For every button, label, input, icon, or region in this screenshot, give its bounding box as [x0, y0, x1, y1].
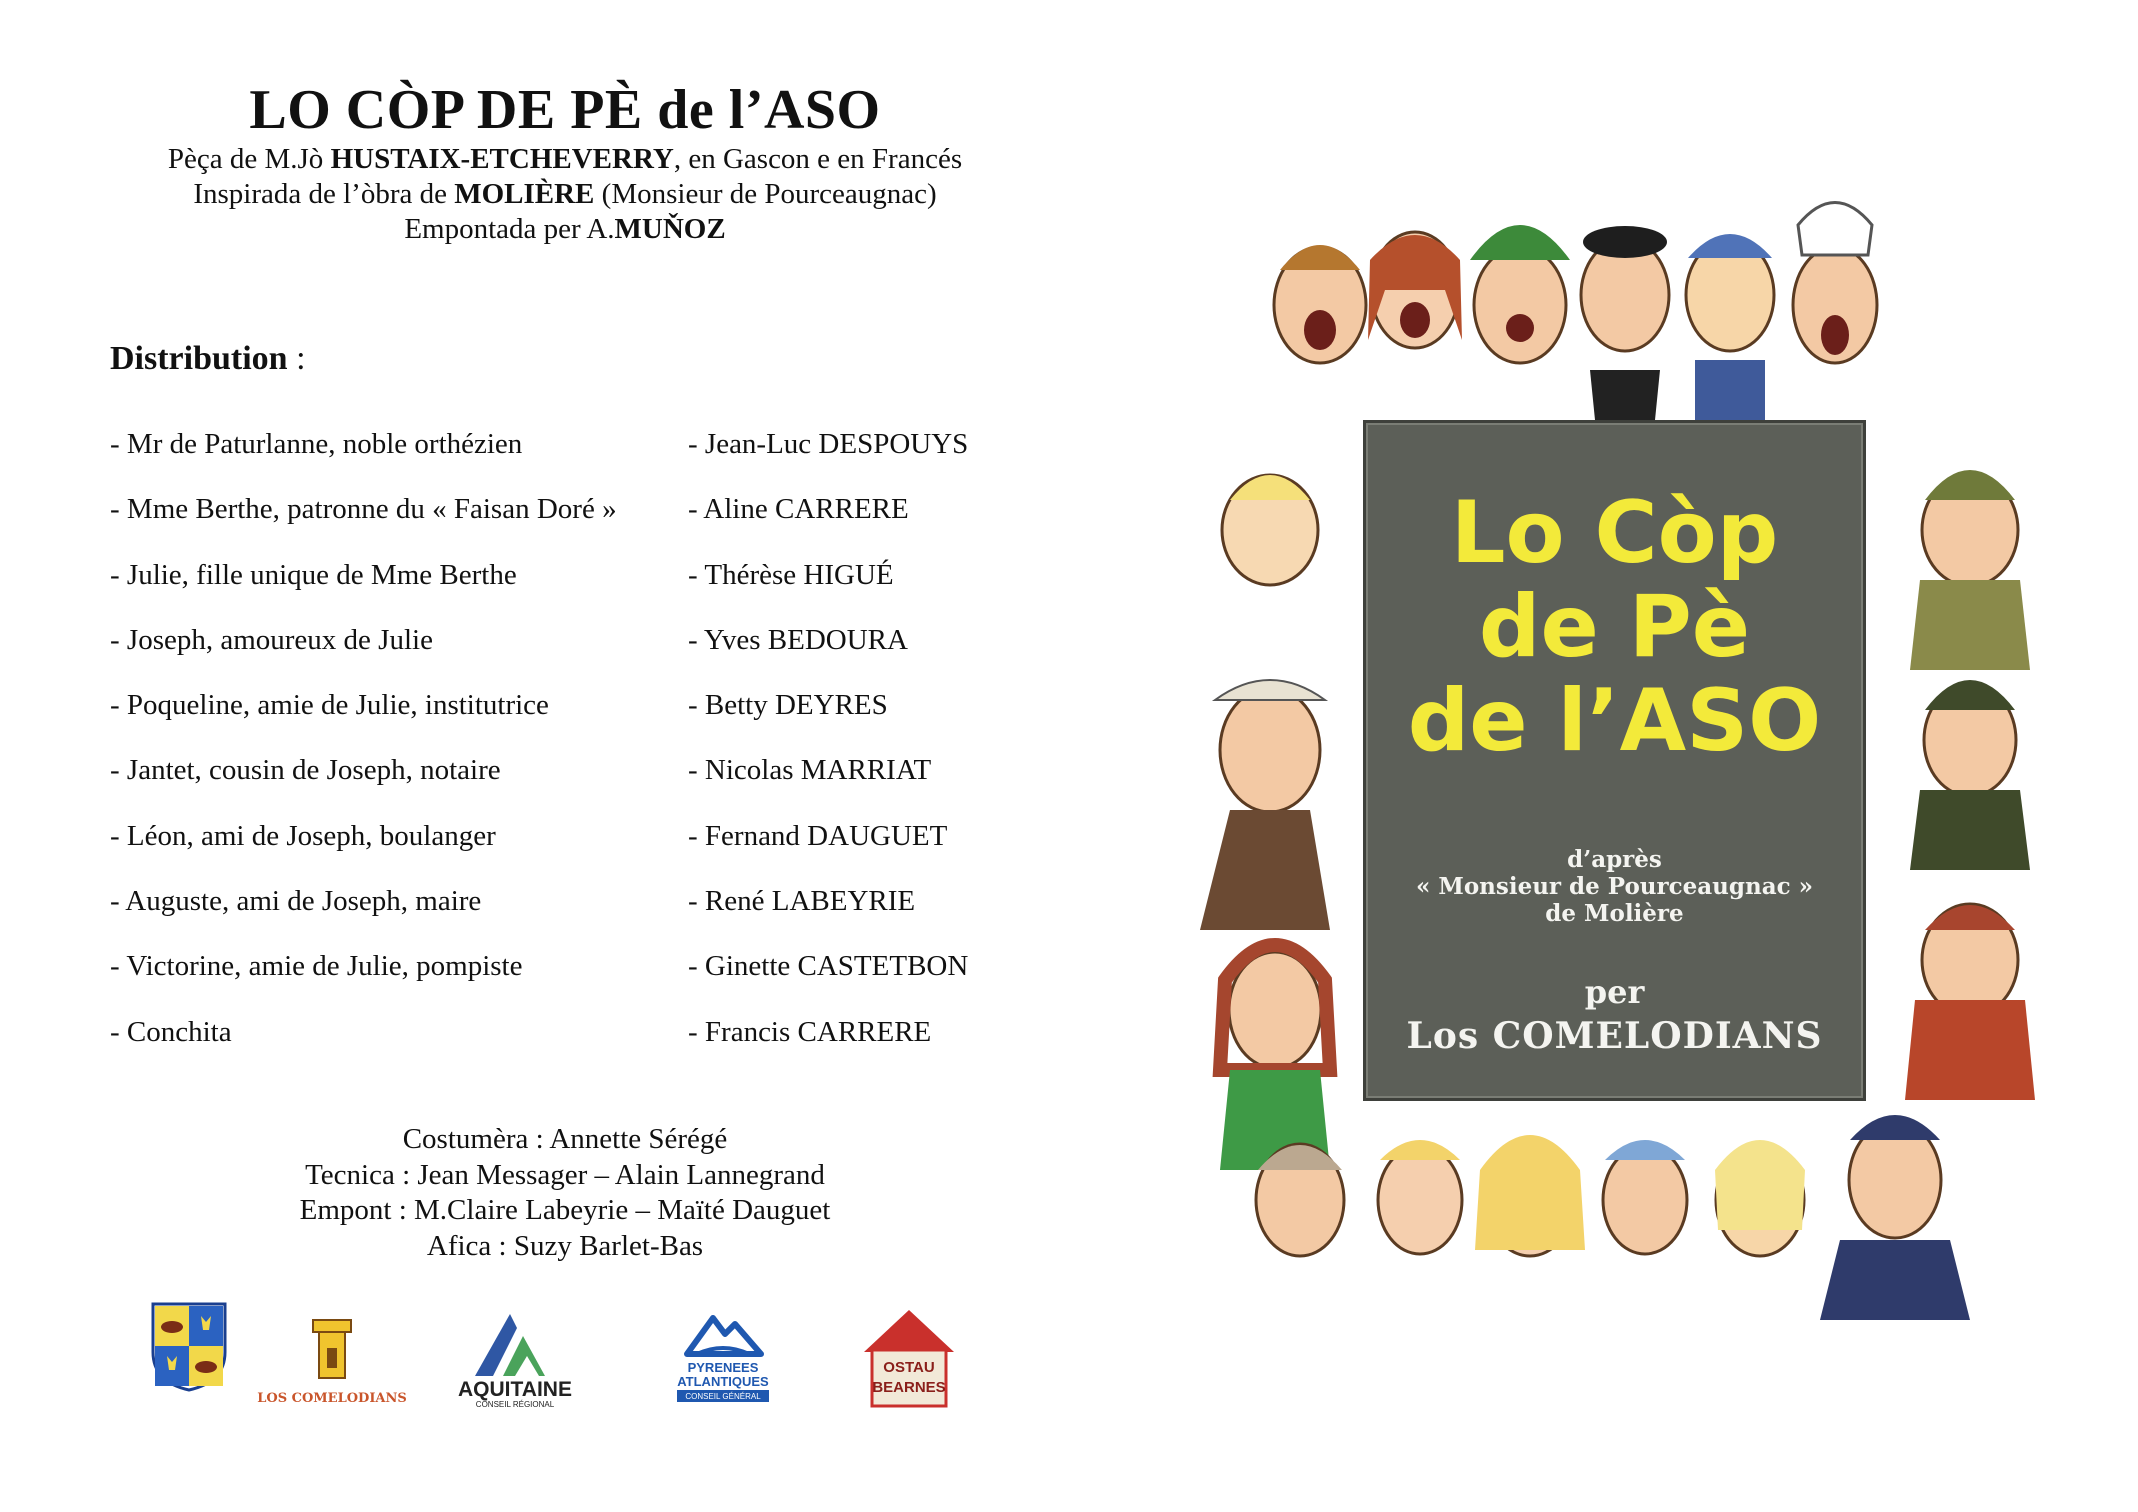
inspiration-prefix: Inspirada de l’òbra de	[193, 178, 455, 210]
los-comelodians-logo	[257, 1300, 407, 1410]
distribution-label: Distribution	[110, 340, 288, 377]
cast-row	[110, 624, 1110, 689]
crew-credits	[0, 1122, 1130, 1264]
pyrenees-logo-text-1: PYRENEES	[687, 1360, 759, 1375]
actor-name: - Thérèse HIGUÉ	[688, 558, 894, 591]
technical-credit: Tecnica : Jean Messager – Alain Lannegrand	[305, 1158, 825, 1191]
director-line	[0, 212, 1130, 247]
inspiration-line	[0, 177, 1130, 212]
costume-credit: Costumèra : Annette Sérégé	[402, 1123, 728, 1155]
bottom-row-faces-icon	[1256, 1115, 1970, 1320]
poster-troupe-name: Los COMELODIANS	[1406, 1015, 1823, 1057]
role-name: - Joseph, amoureux de Julie	[110, 623, 433, 656]
author-suffix: , en Gascon e en Francés	[673, 143, 963, 175]
role-name: - Jantet, cousin de Joseph, notaire	[110, 754, 501, 787]
poster-per: per	[1584, 973, 1645, 1011]
role-name: - Victorine, amie de Julie, pompiste	[110, 950, 523, 983]
actor-name: - Jean-Luc DESPOUYS	[688, 428, 969, 460]
distribution-heading	[110, 340, 306, 378]
pyrenees-logo-text-3: CONSEIL GÉNÉRAL	[685, 1392, 761, 1401]
distribution-colon: :	[287, 340, 306, 377]
pyrenees-atlantiques-logo	[673, 1308, 773, 1408]
cast-row	[110, 885, 1110, 950]
cast-row	[110, 493, 1110, 558]
author-prefix: Pèça de M.Jò	[167, 143, 331, 175]
role-name: - Auguste, ami de Joseph, maire	[110, 885, 482, 918]
aquitaine-logo-text: AQUITAINE	[458, 1378, 572, 1401]
poster-subtitle-line-2: « Monsieur de Pourceaugnac »	[1415, 873, 1813, 900]
actor-name: - Fernand DAUGUET	[688, 819, 948, 852]
actor-name: - Francis CARRERE	[688, 1015, 932, 1048]
pyrenees-logo-text-2: ATLANTIQUES	[677, 1374, 769, 1389]
play-credits	[0, 142, 1130, 247]
actor-name: - Aline CARRERE	[688, 493, 909, 526]
author-name: HUSTAIX-ETCHEVERRY	[330, 143, 674, 175]
director-name: MUŇOZ	[614, 213, 726, 245]
ostau-bearnes-logo	[860, 1304, 958, 1410]
role-name: - Mr de Paturlanne, noble orthézien	[110, 428, 523, 460]
actor-name: - René LABEYRIE	[688, 885, 916, 918]
aquitaine-logo	[455, 1306, 575, 1410]
role-name: - Léon, ami de Joseph, boulanger	[110, 819, 496, 852]
poster-board	[1363, 420, 1866, 1101]
actor-name: - Yves BEDOURA	[688, 623, 908, 656]
poster-credit: Afica : Suzy Barlet-Bas	[426, 1229, 704, 1262]
aquitaine-logo-subtext: CONSEIL RÉGIONAL	[475, 1400, 555, 1409]
cast-row	[110, 559, 1110, 624]
cast-list	[110, 428, 1110, 1081]
author-line	[0, 142, 1130, 177]
coat-of-arms-logo	[151, 1302, 227, 1392]
poster-title-line-3: de l’ASO	[1407, 671, 1822, 771]
cast-row	[110, 820, 1110, 885]
actor-name: - Ginette CASTETBON	[688, 950, 969, 983]
cast-row	[110, 754, 1110, 819]
inspiration-author: MOLIÈRE	[454, 178, 595, 210]
play-title: LO CÒP DE PÈ de l’ASO	[249, 79, 881, 141]
role-name: - Conchita	[110, 1015, 232, 1048]
role-name: - Mme Berthe, patronne du « Faisan Doré »	[110, 493, 617, 526]
cast-row	[110, 950, 1110, 1015]
left-column-faces-icon	[1200, 475, 1330, 1170]
staging-credit: Empont : M.Claire Labeyrie – Maïté Dauguet	[299, 1194, 831, 1226]
cast-row	[110, 428, 1110, 493]
role-name: - Poqueline, amie de Julie, institutrice	[110, 689, 549, 722]
inspiration-suffix: (Monsieur de Pourceaugnac)	[594, 178, 937, 210]
play-poster	[1190, 170, 2050, 1320]
ostau-logo-text-2: BEARNES	[872, 1379, 946, 1396]
cast-row	[110, 689, 1110, 754]
role-name: - Julie, fille unique de Mme Berthe	[110, 558, 517, 591]
ostau-logo-text-1: OSTAU	[883, 1359, 935, 1376]
actor-name: - Betty DEYRES	[688, 689, 888, 722]
right-column-faces-icon	[1905, 470, 2035, 1100]
director-prefix: Empontada per A.	[404, 213, 615, 245]
poster-title-line-2: de Pè	[1478, 577, 1751, 677]
poster-subtitle-line-1: d’après	[1567, 846, 1662, 873]
poster-subtitle-line-3: de Molière	[1545, 900, 1684, 927]
comelodians-logo-text: LOS COMELODIANS	[257, 1391, 407, 1406]
cast-row	[110, 1016, 1110, 1081]
actor-name: - Nicolas MARRIAT	[688, 754, 932, 787]
poster-title-line-1: Lo Còp	[1450, 483, 1779, 583]
